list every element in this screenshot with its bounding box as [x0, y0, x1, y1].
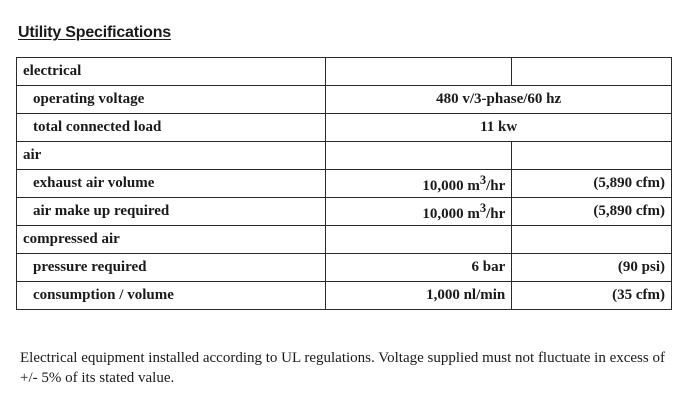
section-row-compressed-air [17, 226, 672, 254]
row-label-pressure-required: pressure required [17, 254, 326, 282]
imperial-value-pressure-required: (90 psi) [512, 254, 672, 282]
section-label-electrical: electrical [17, 58, 326, 86]
table-row-pressure-required [17, 254, 672, 282]
imperial-value-exhaust-air-volume: (5,890 cfm) [512, 170, 672, 198]
metric-unit: /hr [486, 205, 506, 222]
empty-cell [512, 142, 672, 170]
table-row-consumption-volume [17, 282, 672, 310]
section-label-compressed-air: compressed air [17, 226, 326, 254]
row-label-total-connected-load: total connected load [17, 114, 326, 142]
row-label-exhaust-air-volume: exhaust air volume [17, 170, 326, 198]
table-row-exhaust-air-volume [17, 170, 672, 198]
empty-cell [512, 226, 672, 254]
empty-cell [326, 226, 512, 254]
table-row-operating-voltage [17, 86, 672, 114]
metric-superscript: 3 [479, 172, 487, 187]
utility-specifications-table [16, 57, 672, 310]
metric-number: 10,000 m [422, 205, 480, 222]
table-row-total-connected-load [17, 114, 672, 142]
metric-value-consumption-volume: 1,000 nl/min [326, 282, 512, 310]
value-operating-voltage: 480 v/3-phase/60 hz [326, 86, 672, 114]
table-row-air-make-up-required [17, 198, 672, 226]
row-label-operating-voltage: operating voltage [17, 86, 326, 114]
imperial-value-consumption-volume: (35 cfm) [512, 282, 672, 310]
value-total-connected-load: 11 kw [326, 114, 672, 142]
metric-number: 10,000 m [422, 177, 480, 194]
empty-cell [512, 58, 672, 86]
metric-value-exhaust-air-volume [326, 170, 512, 198]
page-title: Utility Specifications [18, 24, 171, 41]
row-label-consumption-volume: consumption / volume [17, 282, 326, 310]
metric-superscript: 3 [479, 200, 487, 215]
section-label-air: air [17, 142, 326, 170]
metric-unit: /hr [486, 177, 506, 194]
imperial-value-air-make-up-required: (5,890 cfm) [512, 198, 672, 226]
empty-cell [326, 58, 512, 86]
section-row-air [17, 142, 672, 170]
section-row-electrical [17, 58, 672, 86]
metric-value-air-make-up-required [326, 198, 512, 226]
footnote: Electrical equipment installed according to UL regulations. Voltage supplied must not fluctuate in excess of +/- 5% of its stated value. [20, 350, 665, 386]
row-label-air-make-up-required: air make up required [17, 198, 326, 226]
metric-value-pressure-required: 6 bar [326, 254, 512, 282]
empty-cell [326, 142, 512, 170]
